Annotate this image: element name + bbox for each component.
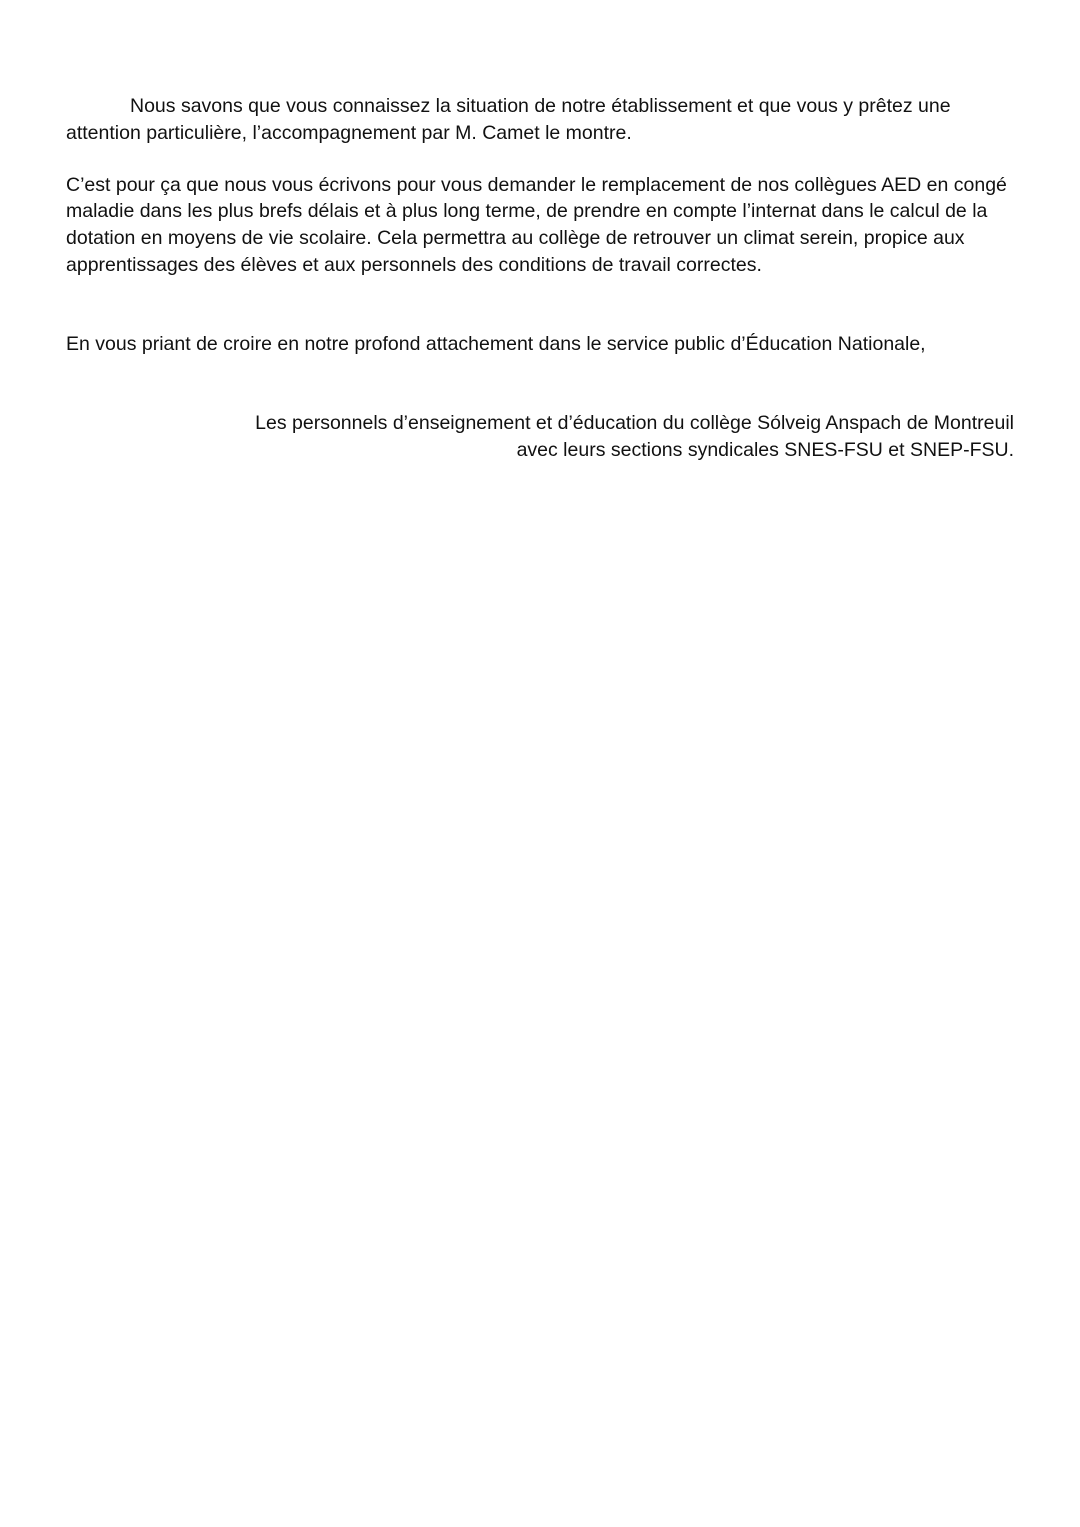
paragraph-1-line-1: Nous savons que vous connaissez la situation de notre établissement et que vous y prêtez une	[130, 95, 951, 117]
signature-line-1: Les personnels d’enseignement et d’éducation du collège Sólveig Anspach de Montreuil	[255, 412, 1014, 434]
signature-line-2: avec leurs sections syndicales SNES-FSU et SNEP-FSU.	[516, 439, 1014, 461]
paragraph-2-line-2: maladie dans les plus brefs délais et à plus long terme, de prendre en compte l’internat dans le calcul de la	[66, 200, 988, 222]
paragraph-1-line-2: attention particulière, l’accompagnement par M. Camet le montre.	[66, 122, 632, 144]
paragraph-2-line-3: dotation en moyens de vie scolaire. Cela permettra au collège de retrouver un climat serein, propice aux	[66, 227, 965, 249]
closing-sentence: En vous priant de croire en notre profond attachement dans le service public d’Éducation Nationale,	[66, 333, 926, 355]
paragraph-2-line-1: C’est pour ça que nous vous écrivons pour vous demander le remplacement de nos collègues AED en congé	[66, 174, 1007, 196]
paragraph-2-line-4: apprentissages des élèves et aux personnels des conditions de travail correctes.	[66, 254, 762, 276]
